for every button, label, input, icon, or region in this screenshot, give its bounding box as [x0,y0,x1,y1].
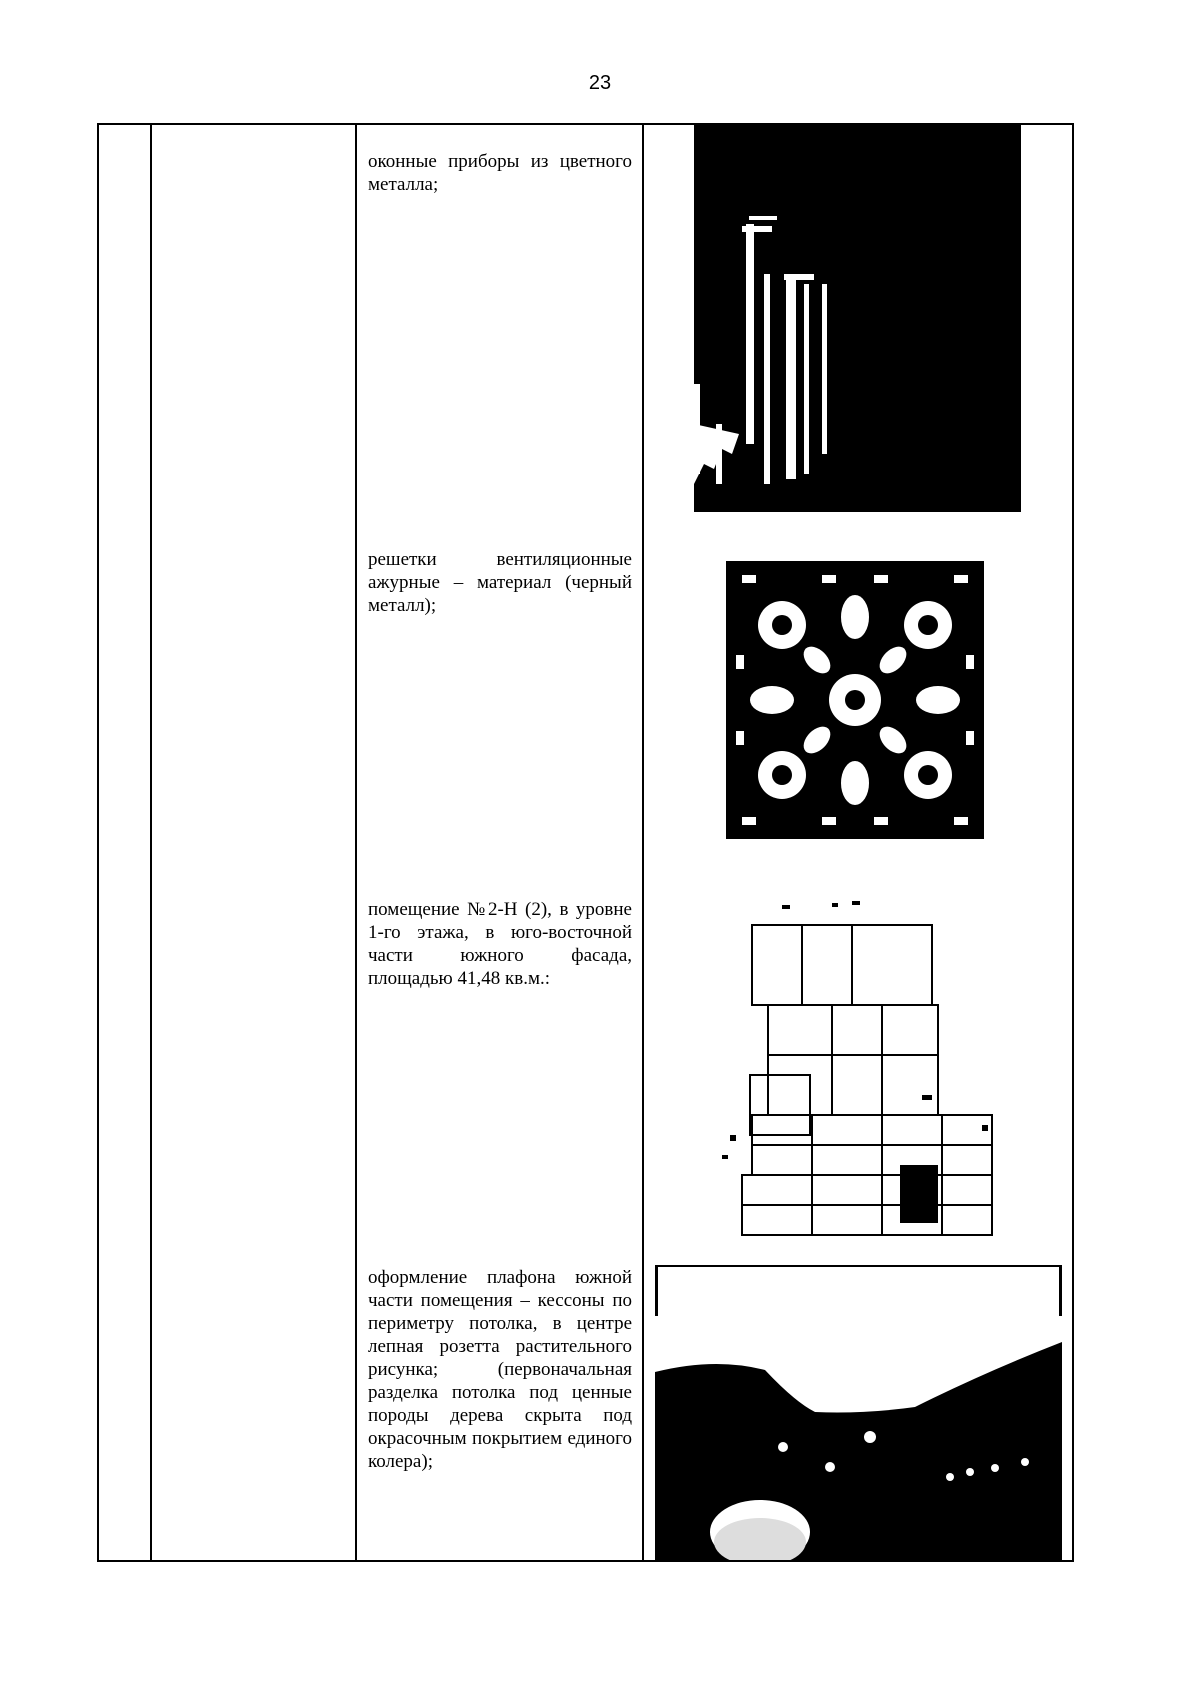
table-row-text-1: оконные приборы из цветного металла; [368,151,632,195]
table-row-text-4: оформление плафона южной части помещения – кессоны по периметру потолка, в центре лепная розетта растительного рисунка; (первоначальная разделка потолка под ценные породы дерева скрыта под окрасочным покрытием единого колера); [368,1267,632,1472]
ceiling-photo [655,1262,1062,1560]
table-row-text-2: решетки вентиляционные ажурные – материал (черный металл); [368,549,632,616]
column-divider-3 [642,124,644,1560]
table-row-text-3: помещение №2-Н (2), в уровне 1-го этажа, в юго-восточной части южного фасада, площадью 41,48 кв.м.: [368,899,632,989]
page-number: 23 [588,72,612,94]
column-divider-2 [355,124,357,1560]
column-divider-1 [150,124,152,1560]
window-fitting-photo [694,124,1021,512]
floor-plan-drawing [712,895,1006,1255]
ventilation-grille-photo [722,555,988,845]
